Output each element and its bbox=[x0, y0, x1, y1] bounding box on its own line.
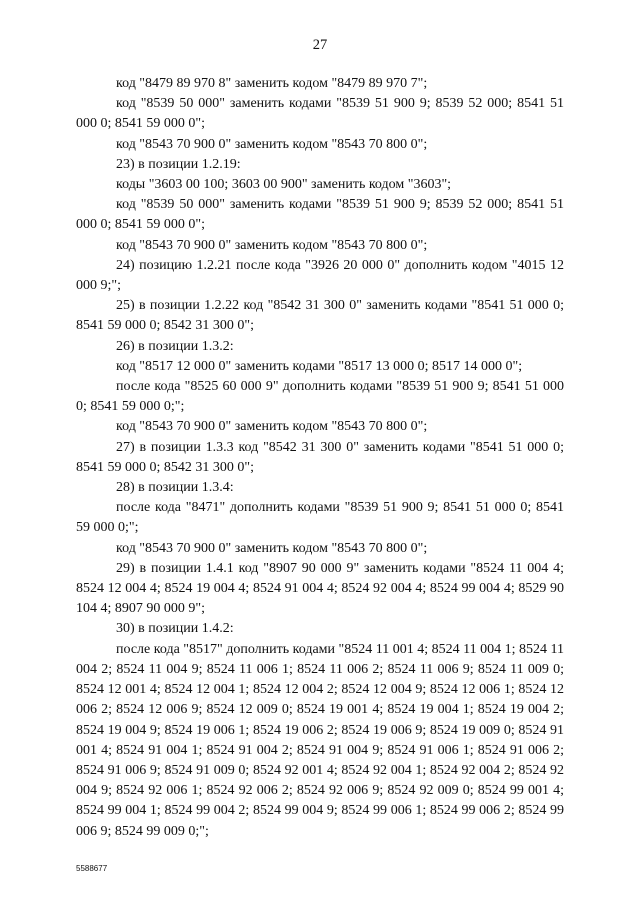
document-id: 5588677 bbox=[76, 864, 108, 873]
document-body bbox=[76, 74, 564, 842]
paragraph: после кода "8517" дополнить кодами "8524 11 001 4; 8524 11 004 1; 8524 11 004 2; 8524 11 004 9; 8524 11 006 1; 8524 11 006 2; 8524 11 006 9; 8524 11 009 0; 8524 12 001 4; 8524 12 004 1; 8524 12 004 2; 8524 12 004 9; 8524 12 006 1; 8524 12 006 2; 8524 12 006 9; 8524 12 009 0; 8524 19 001 4; 8524 19 004 1; 8524 19 004 2; 8524 19 004 9; 8524 19 006 1; 8524 19 006 2; 8524 19 006 9; 8524 19 009 0; 8524 91 001 4; 8524 91 004 1; 8524 91 004 2; 8524 91 004 9; 8524 91 006 1; 8524 91 006 2; 8524 91 006 9; 8524 91 009 0; 8524 92 001 4; 8524 92 004 1; 8524 92 004 2; 8524 92 004 9; 8524 92 006 1; 8524 92 006 2; 8524 92 006 9; 8524 92 009 0; 8524 99 001 4; 8524 99 004 1; 8524 99 004 2; 8524 99 004 9; 8524 99 006 1; 8524 99 006 2; 8524 99 006 9; 8524 99 009 0;"; bbox=[76, 641, 564, 839]
paragraph: 23) в позиции 1.2.19: bbox=[116, 156, 241, 172]
paragraph: код "8517 12 000 0" заменить кодами "8517 13 000 0; 8517 14 000 0"; bbox=[116, 358, 523, 374]
paragraph: 30) в позиции 1.4.2: bbox=[116, 621, 234, 637]
paragraph: коды "3603 00 100; 3603 00 900" заменить кодом "3603"; bbox=[116, 177, 452, 193]
paragraph: после кода "8525 60 000 9" дополнить кодами "8539 51 900 9; 8541 51 000 0; 8541 59 000 0;"; bbox=[76, 379, 564, 415]
paragraph: код "8543 70 900 0" заменить кодом "8543 70 800 0"; bbox=[116, 419, 428, 435]
paragraph: 24) позицию 1.2.21 после кода "3926 20 000 0" дополнить кодом "4015 12 000 9;"; bbox=[76, 257, 564, 294]
page-number: 27 bbox=[312, 37, 328, 53]
paragraph: 25) в позиции 1.2.22 код "8542 31 300 0" заменить кодами "8541 51 000 0; 8541 59 000 0; 8542 31 300 0"; bbox=[76, 298, 564, 334]
paragraph: 29) в позиции 1.4.1 код "8907 90 000 9" заменить кодами "8524 11 004 4; 8524 12 004 4; 8524 19 004 4; 8524 91 004 4; 8524 92 004 4; 8524 99 004 4; 8529 90 104 4; 8907 90 000 9"; bbox=[76, 560, 564, 617]
paragraph: код "8543 70 900 0" заменить кодом "8543 70 800 0"; bbox=[116, 237, 428, 253]
paragraph: код "8479 89 970 8" заменить кодом "8479 89 970 7"; bbox=[116, 76, 428, 91]
paragraph: код "8539 50 000" заменить кодами "8539 51 900 9; 8539 52 000; 8541 51 000 0; 8541 59 000 0"; bbox=[76, 197, 564, 233]
paragraph: 28) в позиции 1.3.4: bbox=[116, 480, 234, 496]
paragraph: код "8543 70 900 0" заменить кодом "8543 70 800 0"; bbox=[116, 540, 428, 556]
paragraph: код "8543 70 900 0" заменить кодом "8543 70 800 0"; bbox=[116, 136, 428, 152]
paragraph: после кода "8471" дополнить кодами "8539 51 900 9; 8541 51 000 0; 8541 59 000 0;"; bbox=[76, 500, 564, 536]
paragraph: 27) в позиции 1.3.3 код "8542 31 300 0" заменить кодами "8541 51 000 0; 8541 59 000 0; 8542 31 300 0"; bbox=[76, 439, 564, 475]
paragraph: код "8539 50 000" заменить кодами "8539 51 900 9; 8539 52 000; 8541 51 000 0; 8541 59 000 0"; bbox=[76, 96, 564, 132]
paragraph: 26) в позиции 1.3.2: bbox=[116, 338, 234, 354]
